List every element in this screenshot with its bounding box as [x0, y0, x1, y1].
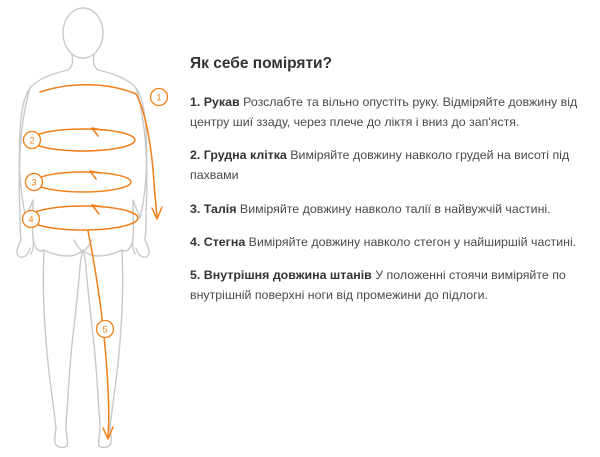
callout-label-2: 2 — [29, 135, 35, 146]
chest-measure-ellipse — [31, 129, 135, 151]
hips-arrow-head — [92, 205, 103, 214]
instructions-pane — [190, 54, 580, 305]
instruction-item-3 — [190, 199, 580, 219]
instruction-item-2 — [190, 145, 580, 185]
instruction-term-1: 1. Рукав — [190, 95, 240, 110]
callout-label-4: 4 — [28, 214, 34, 225]
callout-label-1: 1 — [156, 92, 162, 103]
instruction-term-3: 3. Талія — [190, 201, 237, 216]
figure-neck — [68, 54, 98, 70]
waist-arrow-head — [90, 171, 100, 179]
instruction-text-1: Розслабте та вільно опустіть руку. Відміряйте довжину від центру шиї ззаду, через плече до ліктя і вниз до зап'ястя. — [190, 95, 578, 130]
instruction-term-5: 5. Внутрішня довжина штанів — [190, 267, 372, 282]
figure-left-foot — [55, 428, 68, 447]
instruction-item-5 — [190, 265, 580, 305]
hips-measure-ellipse — [28, 206, 138, 230]
page-title: Як себе поміряти? — [190, 55, 333, 72]
instruction-text-5: У положенні стоячи виміряйте по внутрішній поверхні ноги від промежини до підлоги. — [190, 267, 566, 302]
instruction-text-3: Виміряйте довжину навколо талії в найвужчій частині. — [236, 201, 551, 216]
instruction-text-4: Виміряйте довжину навколо стегон у найширшій частині. — [245, 234, 577, 249]
figure-left-leg — [43, 250, 56, 428]
waist-measure-ellipse — [35, 172, 131, 192]
instruction-item-4 — [190, 232, 580, 252]
instruction-term-2: 2. Грудна клітка — [190, 148, 287, 163]
instruction-item-1 — [190, 92, 580, 132]
instruction-text-2: Виміряйте довжину навколо грудей на висоті під пахвами — [190, 148, 570, 183]
callout-label-3: 3 — [31, 177, 37, 188]
figure-head — [63, 8, 103, 58]
chest-arrow-head — [92, 128, 102, 136]
callout-label-5: 5 — [102, 324, 108, 335]
figure-right-leg — [110, 250, 123, 428]
instruction-term-4: 4. Стегна — [190, 234, 246, 249]
body-figure — [0, 0, 180, 457]
